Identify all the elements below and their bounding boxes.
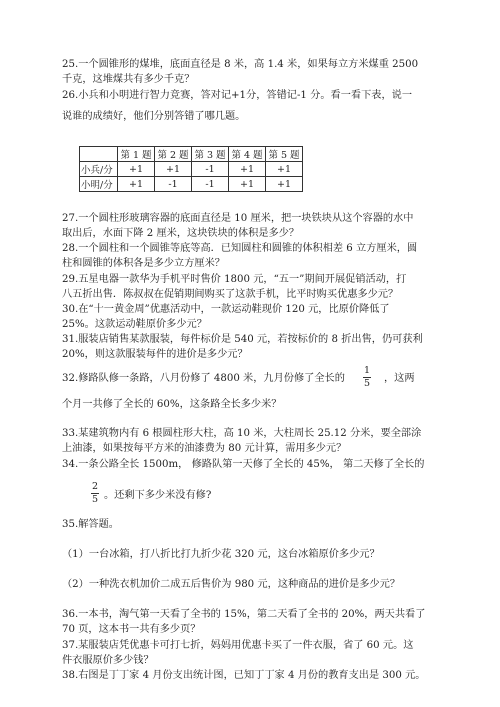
table-header-row <box>80 147 303 162</box>
table-cell: +1 <box>118 177 155 192</box>
q37-line1: 37.某服装店凭优惠卡可打七折，妈妈用优惠卡买了一件衣服，省了 60 元。这 <box>62 640 414 651</box>
table-cell: +1 <box>266 177 303 192</box>
score-table <box>79 146 303 192</box>
q25-line1: 25.一个圆锥形的煤堆，底面直径是 8 米，高 1.4 米，如果每立方米煤重 2500 <box>62 59 419 70</box>
q31-line1: 31.服装店销售某款服装，每件标价是 540 元，若按标价的 8 折出售，仍可获利 <box>62 334 423 345</box>
q34-fraction <box>88 482 102 505</box>
table-row <box>80 162 303 177</box>
table-header-cell: 第 4 题 <box>229 147 266 162</box>
fraction-numerator: 1 <box>363 365 371 376</box>
table-header-cell: 第 5 题 <box>266 147 303 162</box>
table-cell: +1 <box>229 177 266 192</box>
q28-line2: 柱和圆锥的体积各是多少立方厘米？ <box>62 258 225 269</box>
q27-line1: 27.一个圆柱形玻璃容器的底面直径是 10 厘米，把一块铁块从这个容器的水中 <box>62 213 414 224</box>
table-header-cell: 第 2 题 <box>155 147 192 162</box>
table-cell: -1 <box>155 177 192 192</box>
table-row-label: 小明/分 <box>80 177 118 192</box>
q34-line2: 。还剩下多少米没有修? <box>104 490 212 501</box>
q25-line2: 千克，这堆煤共有多少千克？ <box>62 74 195 85</box>
q38-line1: 38.右图是丁丁家 4 月份支出统计图，已知丁丁家 4 月份的教育支出是 300 元。 <box>62 670 426 681</box>
q35-title: 35.解答题。 <box>62 519 119 530</box>
fraction-numerator: 2 <box>91 481 99 492</box>
q37-line2: 件衣服原价多少钱？ <box>62 655 154 666</box>
q33-line1: 33.某建筑物内有 6 根圆柱形大柱，高 10 米，大柱周长 25.12 分米，要全部涂 <box>62 428 422 439</box>
q31-line2: 20%，则这款服装每件的进价是多少元？ <box>62 349 248 360</box>
q29-line2: 八五折出售．陈叔叔在促销期间购买了这款手机，比平时购买优惠多少元？ <box>62 289 399 300</box>
table-header-cell: 第 3 题 <box>192 147 229 162</box>
table-row-label: 小兵/分 <box>80 162 118 177</box>
q27-line2: 取出后，水面下降 2 厘米，这块铁块的体积是多少？ <box>62 228 300 239</box>
q30-line1: 30.在“十一黄金周”优惠活动中，一款运动鞋现价 120 元，比原价降低了 <box>62 304 390 315</box>
q32-line1b: ，这两 <box>384 373 415 384</box>
q36-line2: 70 页，这本书一共有多少页？ <box>62 624 201 635</box>
table-header-cell <box>80 147 118 162</box>
table-cell: +1 <box>229 162 266 177</box>
q32-line2: 个月一共修了全长的 60%，这条路全长多少米？ <box>62 399 282 410</box>
table-cell: -1 <box>192 177 229 192</box>
table-cell: +1 <box>155 162 192 177</box>
table-cell: +1 <box>266 162 303 177</box>
fraction-denominator: 5 <box>363 378 371 389</box>
table-header-cell: 第 1 题 <box>118 147 155 162</box>
q34-line1: 34.一条公路全长 1500m， 修路队第一天修了全长的 45%， 第二天修了全长的 <box>62 459 425 470</box>
q26-line2: 说谁的成绩好，他们分别答错了哪几题。 <box>62 111 246 122</box>
fraction-denominator: 5 <box>91 494 99 505</box>
table-row <box>80 177 303 192</box>
q35-part2: （2）一种洗衣机加价二成五后售价为 980 元，这种商品的进价是多少元？ <box>62 579 401 590</box>
q28-line1: 28.一个圆柱和一个圆锥等底等高．已知圆柱和圆锥的体积相差 6 立方厘米，圆 <box>62 243 418 254</box>
q35-part1: （1）一台冰箱，打八折比打九折少花 320 元，这台冰箱原价多少元？ <box>62 549 380 560</box>
q32-fraction <box>360 366 374 389</box>
table-cell: +1 <box>118 162 155 177</box>
q32-line1a: 32.修路队修一条路，八月份修了 4800 米，九月份修了全长的 <box>62 373 345 384</box>
table-cell: -1 <box>192 162 229 177</box>
q29-line1: 29.五星电器一款华为手机平时售价 1800 元，“五一”期间开展促销活动，打 <box>62 274 407 285</box>
q30-line2: 25%。这款运动鞋原价多少元？ <box>62 319 207 330</box>
q36-line1: 36.一本书，淘气第一天看了全书的 15%，第二天看了全书的 20%，两天共看了 <box>62 609 426 620</box>
q33-line2: 上油漆，如果按每平方米的油漆费为 80 元计算，需用多少元？ <box>62 443 347 454</box>
q26-line1: 26.小兵和小明进行智力竞赛，答对记+1分，答错记-1 分。看一看下表，说一 <box>62 90 413 101</box>
